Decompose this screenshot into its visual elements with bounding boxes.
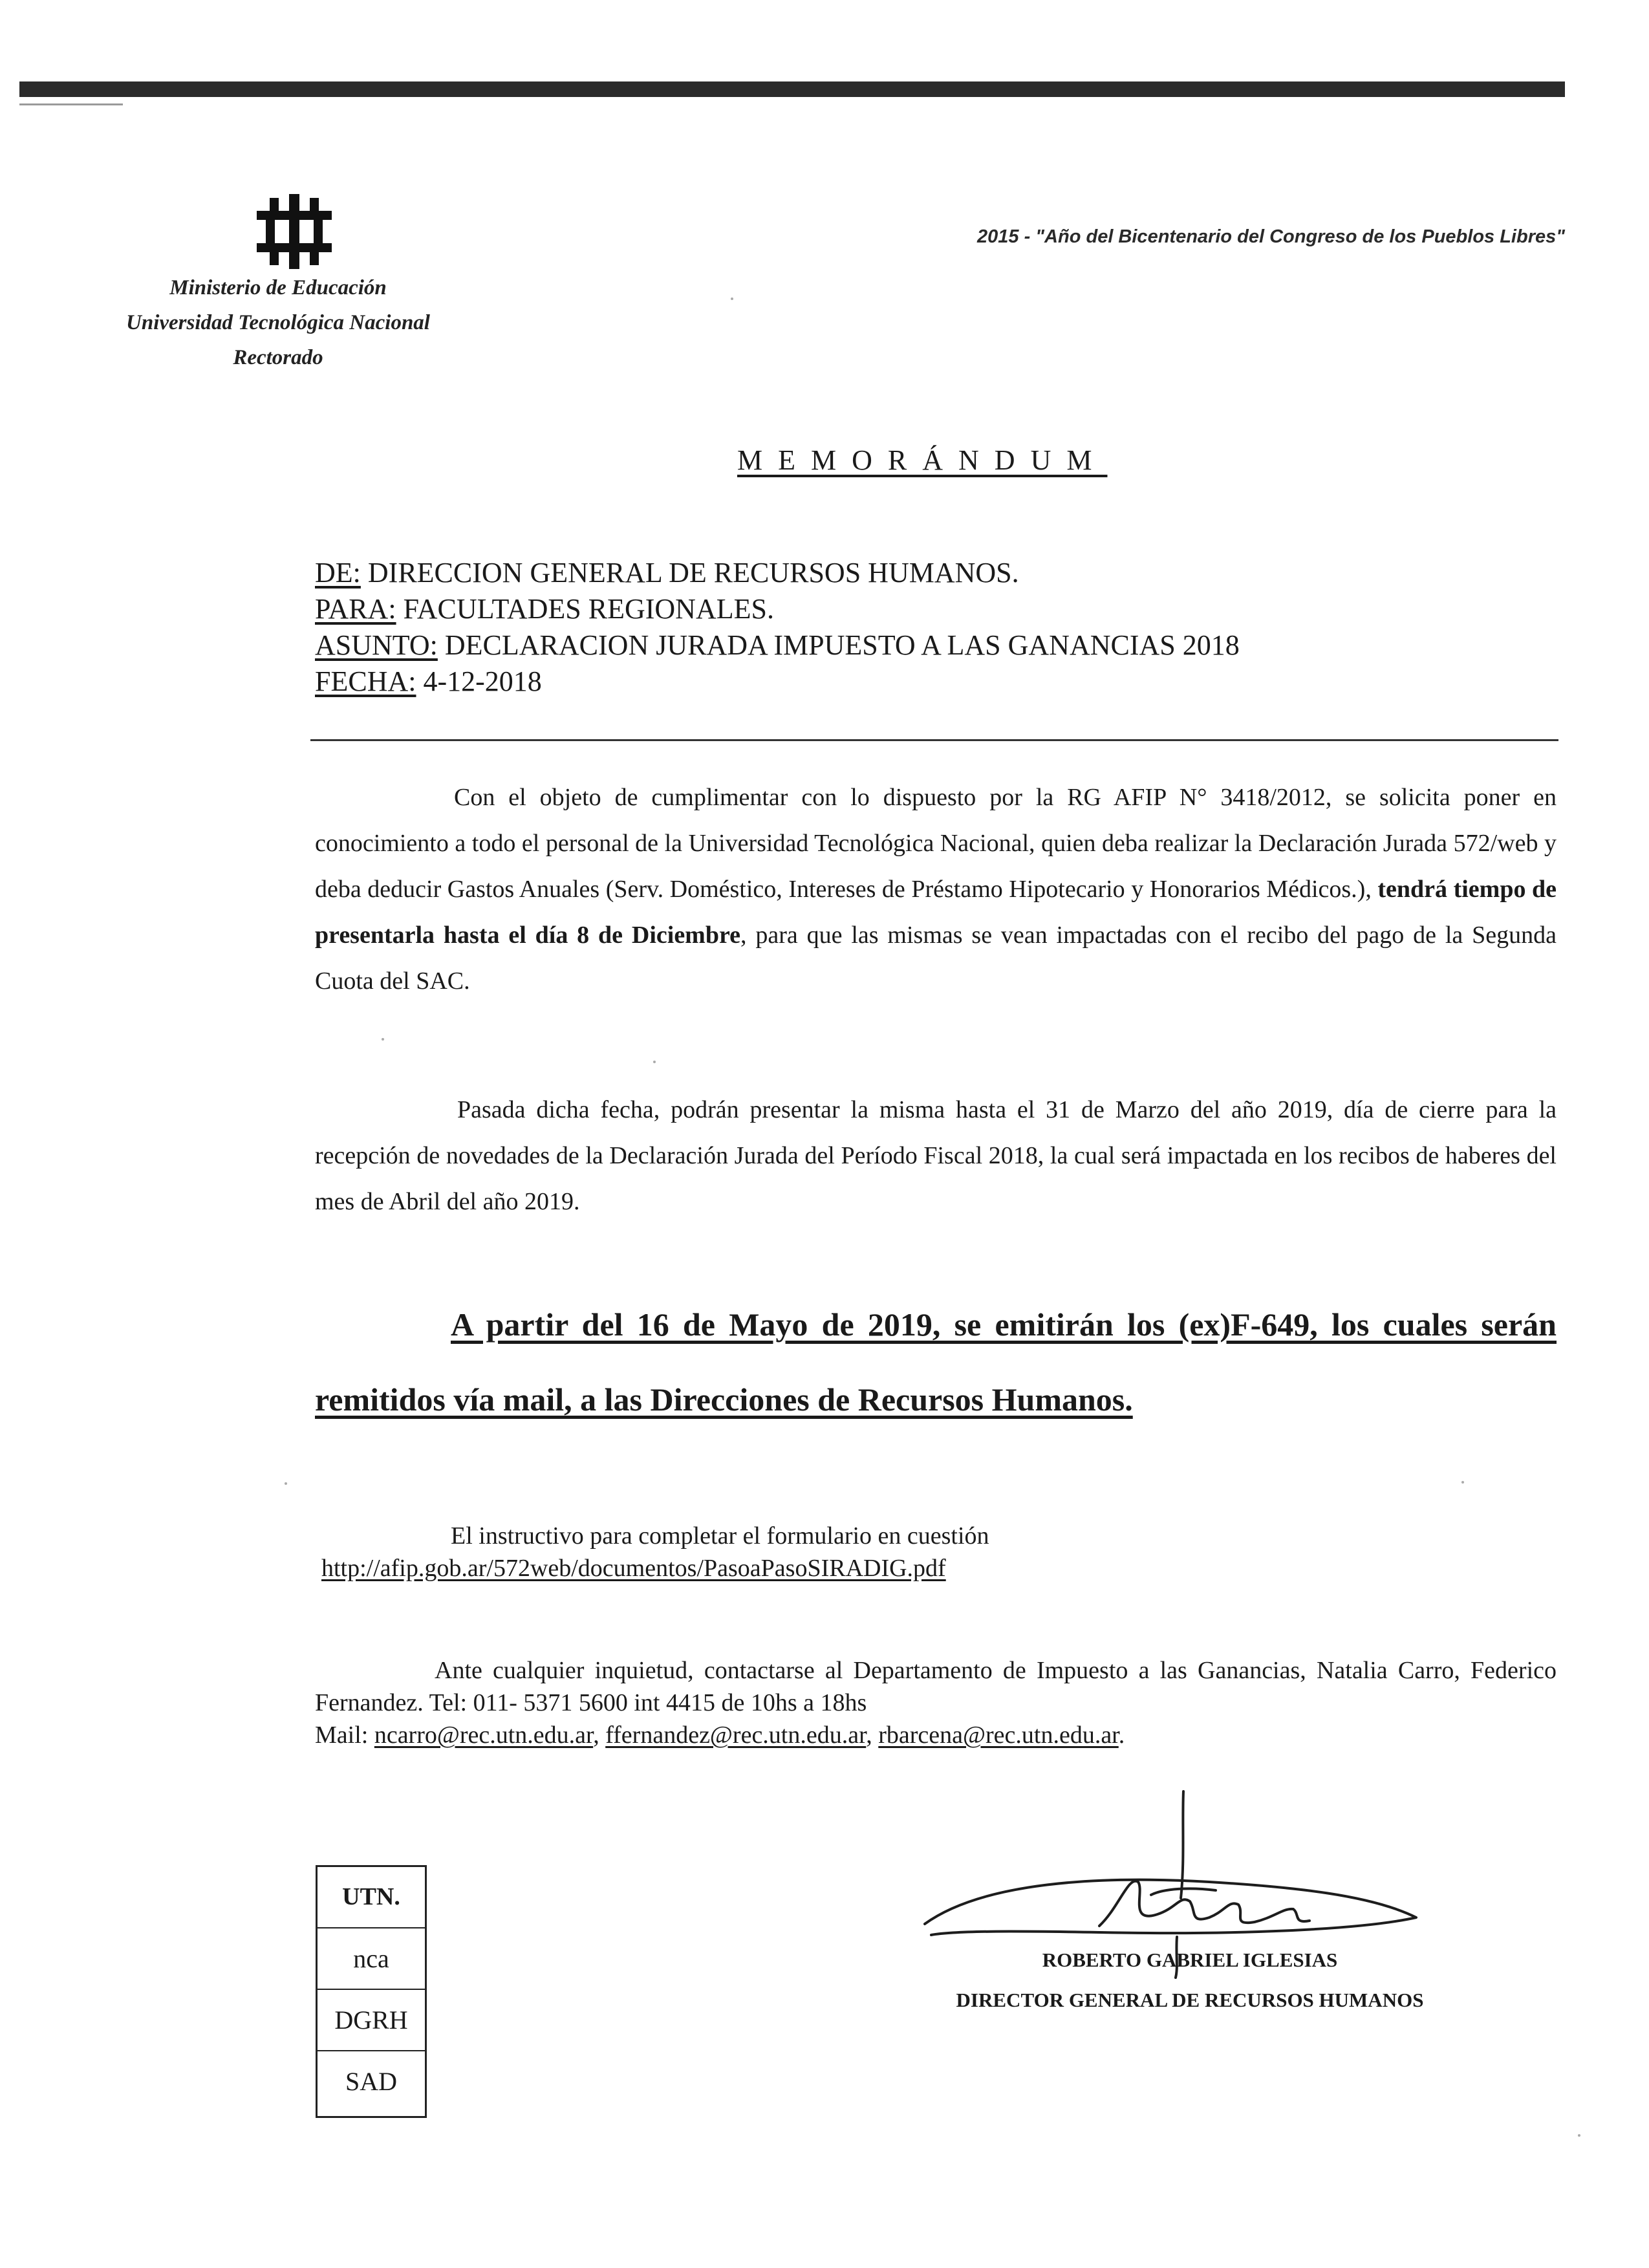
from-value: DIRECCION GENERAL DE RECURSOS HUMANOS.: [360, 557, 1019, 589]
university-line: Universidad Tecnológica Nacional: [126, 311, 430, 334]
mail-link-ffernandez[interactable]: ffernandez@rec.utn.edu.ar: [605, 1722, 867, 1749]
ministry-line: Ministerio de Educación: [169, 276, 387, 299]
to-value: FACULTADES REGIONALES.: [396, 593, 774, 625]
scan-speck: [382, 1038, 384, 1041]
initials-cell: nca: [318, 1928, 425, 1990]
announcement: A partir del 16 de Mayo de 2019, se emitirán los (ex)F-649, los cuales serán remitidos vía mail, a las Direcciones de Recursos Humanos.: [315, 1306, 1557, 1418]
paragraph-deadline-start: Con el objeto de cumplimentar con lo dispuesto por la RG AFIP N° 3418/2012, se solicita poner en conocimiento a todo el personal de la Universidad Tecnológica Nacional, quien deba realizar la Declaración Jurada 572/web y deba deducir Gastos Anuales (Serv. Doméstico, Intereses de Préstamo Hipotecario y Honorarios Médicos.),: [315, 784, 1557, 903]
header-divider: [310, 739, 1558, 741]
contact-line: Ante cualquier inquietud, contactarse al Departamento de Impuesto a las Ganancias, Natalia Carro, Federico Fernandez. Tel: 011- 5371 5600 int 4415 de 10hs a 18hs: [315, 1657, 1557, 1716]
paragraph-deadline-bold: tendrá tiempo de presentarla hasta el día 8 de Diciembre: [315, 876, 1557, 949]
paragraph-deadline-end: , para que las mismas se vean impactadas con el recibo del pago de la Segunda Cuota del SAC.: [315, 922, 1557, 995]
signatory-title: DIRECTOR GENERAL DE RECURSOS HUMANOS: [956, 1989, 1424, 2011]
scan-speck: [285, 1482, 287, 1485]
mail-end: .: [1118, 1722, 1125, 1749]
memo-to-row: [315, 591, 1240, 627]
mail-link-rbarcena[interactable]: rbarcena@rec.utn.edu.ar: [878, 1722, 1119, 1749]
mail-link-ncarro[interactable]: ncarro@rec.utn.edu.ar: [374, 1722, 594, 1749]
memo-subject-row: [315, 627, 1240, 664]
contact-info: [315, 1654, 1557, 1751]
initials-cell: DGRH: [318, 1990, 425, 2051]
mail-separator: ,: [866, 1722, 879, 1749]
mail-separator: ,: [593, 1722, 606, 1749]
scan-speck: [1461, 1481, 1464, 1484]
from-label: DE:: [315, 557, 361, 589]
instructions-text: El instructivo para completar el formulario en cuestión: [451, 1522, 989, 1550]
memo-header: [315, 555, 1240, 700]
scan-speck: [1578, 2134, 1580, 2137]
initials-cell: UTN.: [318, 1867, 425, 1928]
instructions: [321, 1520, 989, 1584]
subject-label: ASUNTO:: [315, 629, 438, 661]
utn-logo-icon: [255, 193, 333, 270]
rectorate-line: Rectorado: [233, 346, 323, 369]
date-value: 4-12-2018: [416, 665, 542, 697]
initials-cell: SAD: [345, 2067, 398, 2096]
year-motto: 2015 - "Año del Bicentenario del Congreso de los Pueblos Libres": [977, 226, 1565, 247]
date-label: FECHA:: [315, 665, 416, 697]
to-label: PARA:: [315, 593, 396, 625]
instructions-link[interactable]: http://afip.gob.ar/572web/documentos/PasoaPasoSIRADIG.pdf: [321, 1555, 946, 1582]
ministry-letterhead: [97, 270, 459, 375]
paragraph-after-deadline: Pasada dicha fecha, podrán presentar la misma hasta el 31 de Marzo del año 2019, día de cierre para la recepción de novedades de la Declaración Jurada del Período Fiscal 2018, la cual será impactada en los recibos de haberes del mes de Abril del año 2019.: [315, 1096, 1557, 1215]
memo-title: MEMORÁNDUM: [737, 444, 1108, 476]
scan-top-band: [19, 81, 1565, 97]
scan-top-mark: [19, 103, 123, 105]
mail-label: Mail:: [315, 1722, 374, 1749]
initials-box: [316, 1865, 427, 2118]
memo-date-row: [315, 664, 1240, 700]
subject-value: DECLARACION JURADA IMPUESTO A LAS GANANCIAS 2018: [437, 629, 1240, 661]
memo-from-row: [315, 555, 1240, 591]
scan-speck: [653, 1061, 656, 1063]
scan-speck: [731, 297, 733, 300]
mail-line: [315, 1719, 1557, 1751]
signatory-name: ROBERTO GABRIEL IGLESIAS: [1042, 1949, 1338, 1971]
paragraph-deadline: [315, 775, 1557, 1004]
signatory-block: [905, 1940, 1474, 2020]
